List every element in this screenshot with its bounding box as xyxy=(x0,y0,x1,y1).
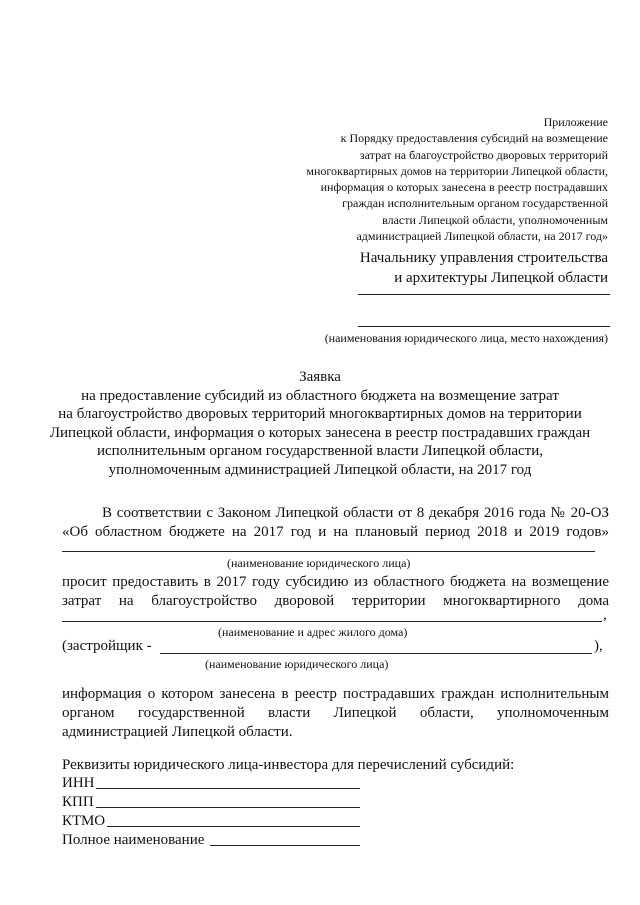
intro-line-2: «Об областном бюджете на 2017 год и на плановый период 2018 и 2019 годов» xyxy=(62,524,609,540)
kpp-label: КПП xyxy=(62,794,94,810)
inn-field[interactable] xyxy=(96,788,360,789)
ktmo-field[interactable] xyxy=(107,826,360,827)
appendix-note xyxy=(278,114,608,244)
kpp-field[interactable] xyxy=(96,807,360,808)
developer-name-field[interactable] xyxy=(160,653,592,654)
title-line: исполнительным органом государственной власти Липецкой области, xyxy=(96,443,543,460)
applicant-address-field[interactable] xyxy=(358,326,610,327)
appendix-line: многоквартирных домов на территории Липецкой области, xyxy=(306,163,608,178)
ktmo-label: КТМО xyxy=(62,813,106,829)
appendix-line: к Порядку предоставления субсидий на возмещение xyxy=(340,131,608,146)
title-line: уполномоченным администрацией Липецкой области, на 2017 год xyxy=(108,461,532,478)
inn-label: ИНН xyxy=(62,775,95,791)
developer-name-caption: (наименование юридического лица) xyxy=(205,657,389,671)
comma: , xyxy=(603,607,607,623)
developer-close: ), xyxy=(594,638,603,654)
request-line-2: затрат на благоустройство дворовой территории многоквартирного дома xyxy=(62,593,609,609)
appendix-line: граждан исполнительным органом государственной xyxy=(342,196,608,211)
title-line: на благоустройство дворовых территорий многоквартирных домов на территории xyxy=(58,406,582,423)
addressee-line-2: и архитектуры Липецкой области xyxy=(394,270,608,286)
applicant-field-caption: (наименования юридического лица, место нахождения) xyxy=(324,331,608,345)
info-line-3: администрацией Липецкой области. xyxy=(62,724,293,740)
organization-name-field[interactable] xyxy=(62,551,595,552)
organization-name-caption: (наименование юридического лица) xyxy=(227,556,411,570)
title-line: Липецкой области, информация о которых занесена в реестр пострадавших граждан xyxy=(49,424,591,441)
appendix-line: администрацией Липецкой области, на 2017 год» xyxy=(356,229,608,244)
request-line-1: просит предоставить в 2017 году субсидию из областного бюджета на возмещение xyxy=(62,574,609,590)
house-address-caption: (наименование и адрес жилого дома) xyxy=(218,625,408,639)
developer-label: (застройщик - xyxy=(62,638,152,654)
requisites-title: Реквизиты юридического лица-инвестора для перечислений субсидий: xyxy=(62,757,515,773)
title-line: на предоставление субсидий из областного бюджета на возмещение затрат xyxy=(81,387,559,404)
addressee-line-1: Начальнику управления строительства xyxy=(359,250,608,266)
appendix-line: информация о которых занесена в реестр пострадавших xyxy=(320,180,608,195)
full-name-label: Полное наименование xyxy=(62,832,205,848)
info-line-2: органом государственной власти Липецкой области, уполномоченным xyxy=(62,705,609,721)
appendix-line: Приложение xyxy=(543,115,608,129)
full-name-field[interactable] xyxy=(210,845,360,846)
addressee-block xyxy=(308,248,608,288)
house-address-field[interactable] xyxy=(62,621,602,622)
applicant-name-field[interactable] xyxy=(358,294,610,295)
intro-line-1: В соответствии с Законом Липецкой области от 8 декабря 2016 года № 20-ОЗ xyxy=(102,505,609,521)
appendix-line: затрат на благоустройство дворовых территорий xyxy=(359,147,608,162)
title-heading: Заявка xyxy=(299,369,341,385)
document-title xyxy=(40,368,600,480)
info-line-1: информация о котором занесена в реестр пострадавших граждан исполнительным xyxy=(62,686,609,702)
appendix-line: власти Липецкой области, уполномоченным xyxy=(382,212,608,227)
